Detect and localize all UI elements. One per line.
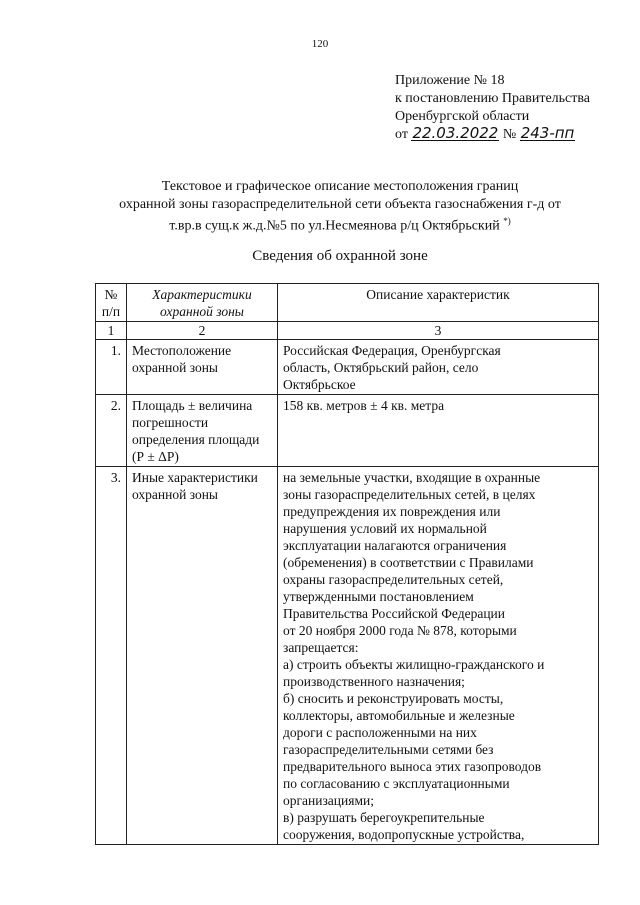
row-characteristic: [127, 340, 278, 395]
header-description: Описание характеристик: [278, 284, 599, 322]
number-label: №: [502, 127, 517, 142]
text-line: охранной зоны: [132, 487, 219, 502]
appendix-line-2: к постановлению Правительства: [395, 91, 591, 106]
row-characteristic: [127, 467, 278, 845]
text-line: 158 кв. метров ± 4 кв. метра: [283, 398, 445, 413]
appendix-date-line: [395, 126, 590, 144]
page-number: 120: [311, 38, 329, 50]
document-title: [60, 178, 620, 235]
text-line: коллекторы, автомобильные и железные: [283, 708, 515, 723]
text-line: Российская Федерация, Оренбургская: [283, 343, 501, 358]
handwritten-date: 22.03.2022: [412, 124, 499, 142]
row-number: 2.: [96, 395, 127, 467]
table-row: [96, 467, 599, 845]
title-line-3-text: т.вр.в сущ.к ж.д.№5 по ул.Несмеянова р/ц Октябрьский: [169, 218, 500, 234]
row-number: 1.: [96, 340, 127, 395]
header-characteristic-line-1: Характеристики: [152, 287, 252, 302]
text-line: в) разрушать берегоукрепительные: [283, 810, 485, 825]
handwritten-number: 243-пп: [520, 124, 575, 142]
text-line: дороги с расположенными на них: [283, 725, 477, 740]
index-cell: 1: [96, 322, 127, 340]
table-index-row: [96, 322, 599, 340]
text-line: организациями;: [283, 793, 374, 808]
table-row: [96, 340, 599, 395]
text-line: запрещается:: [283, 640, 359, 655]
text-line: б) сносить и реконструировать мосты,: [283, 691, 504, 706]
zone-info-table: [95, 283, 599, 845]
text-line: охранной зоны: [132, 360, 219, 375]
text-line: Площадь ± величина: [132, 398, 253, 413]
text-line: по согласованию с эксплуатационными: [283, 776, 510, 791]
text-line: сооружения, водопропускные устройства,: [283, 827, 525, 842]
text-line: газораспределительными сетями без: [283, 742, 494, 757]
header-characteristic-line-2: охранной зоны: [160, 304, 244, 319]
appendix-line-3: Оренбургской области: [395, 109, 530, 124]
header-number-line-2: п/п: [101, 304, 121, 319]
index-cell: 3: [278, 322, 599, 340]
text-line: погрешности: [132, 415, 209, 430]
table-row: [96, 395, 599, 467]
appendix-line-1: Приложение № 18: [395, 73, 505, 88]
text-line: утвержденными постановлением: [283, 589, 474, 604]
text-line: (Р ± ΔР): [132, 449, 179, 464]
header-characteristic: [127, 284, 278, 322]
text-line: охраны газораспределительных сетей,: [283, 572, 504, 587]
text-line: производственного назначения;: [283, 674, 465, 689]
row-description: [278, 340, 599, 395]
text-line: на земельные участки, входящие в охранные: [283, 470, 541, 485]
text-line: Иные характеристики: [132, 470, 258, 485]
text-line: (обременения) в соответствии с Правилами: [283, 555, 534, 570]
row-description: [278, 395, 599, 467]
from-label: от: [395, 127, 408, 142]
text-line: область, Октябрьский район, село: [283, 360, 479, 375]
text-line: эксплуатации налагаются ограничения: [283, 538, 507, 553]
footnote-mark: *): [503, 216, 511, 226]
row-number: 3.: [96, 467, 127, 845]
title-line-1: Текстовое и графическое описание местоположения границ: [161, 179, 519, 194]
title-line-2: охранной зоны газораспределительной сети объекта газоснабжения г-д от: [119, 196, 561, 212]
text-line: а) строить объекты жилищно-гражданского и: [283, 657, 545, 672]
appendix-block: [395, 72, 590, 144]
text-line: Октябрьское: [283, 377, 356, 392]
text-line: нарушения условий их нормальной: [283, 521, 487, 536]
text-line: Местоположение: [132, 343, 232, 358]
header-number: [96, 284, 127, 322]
row-description: [278, 467, 599, 845]
text-line: предварительного выноса этих газопроводов: [283, 759, 542, 774]
row-characteristic: [127, 395, 278, 467]
text-line: от 20 ноября 2000 года № 878, которыми: [283, 623, 517, 638]
index-cell: 2: [127, 322, 278, 340]
text-line: Правительства Российской Федерации: [283, 606, 505, 621]
text-line: предупреждения их повреждения или: [283, 504, 501, 519]
section-subtitle: Сведения об охранной зоне: [252, 248, 428, 264]
text-line: определения площади: [132, 432, 260, 447]
header-number-line-1: №: [104, 287, 118, 302]
text-line: зоны газораспределительных сетей, в целях: [283, 487, 536, 502]
title-line-3: [60, 213, 620, 235]
table-header-row: [96, 284, 599, 322]
